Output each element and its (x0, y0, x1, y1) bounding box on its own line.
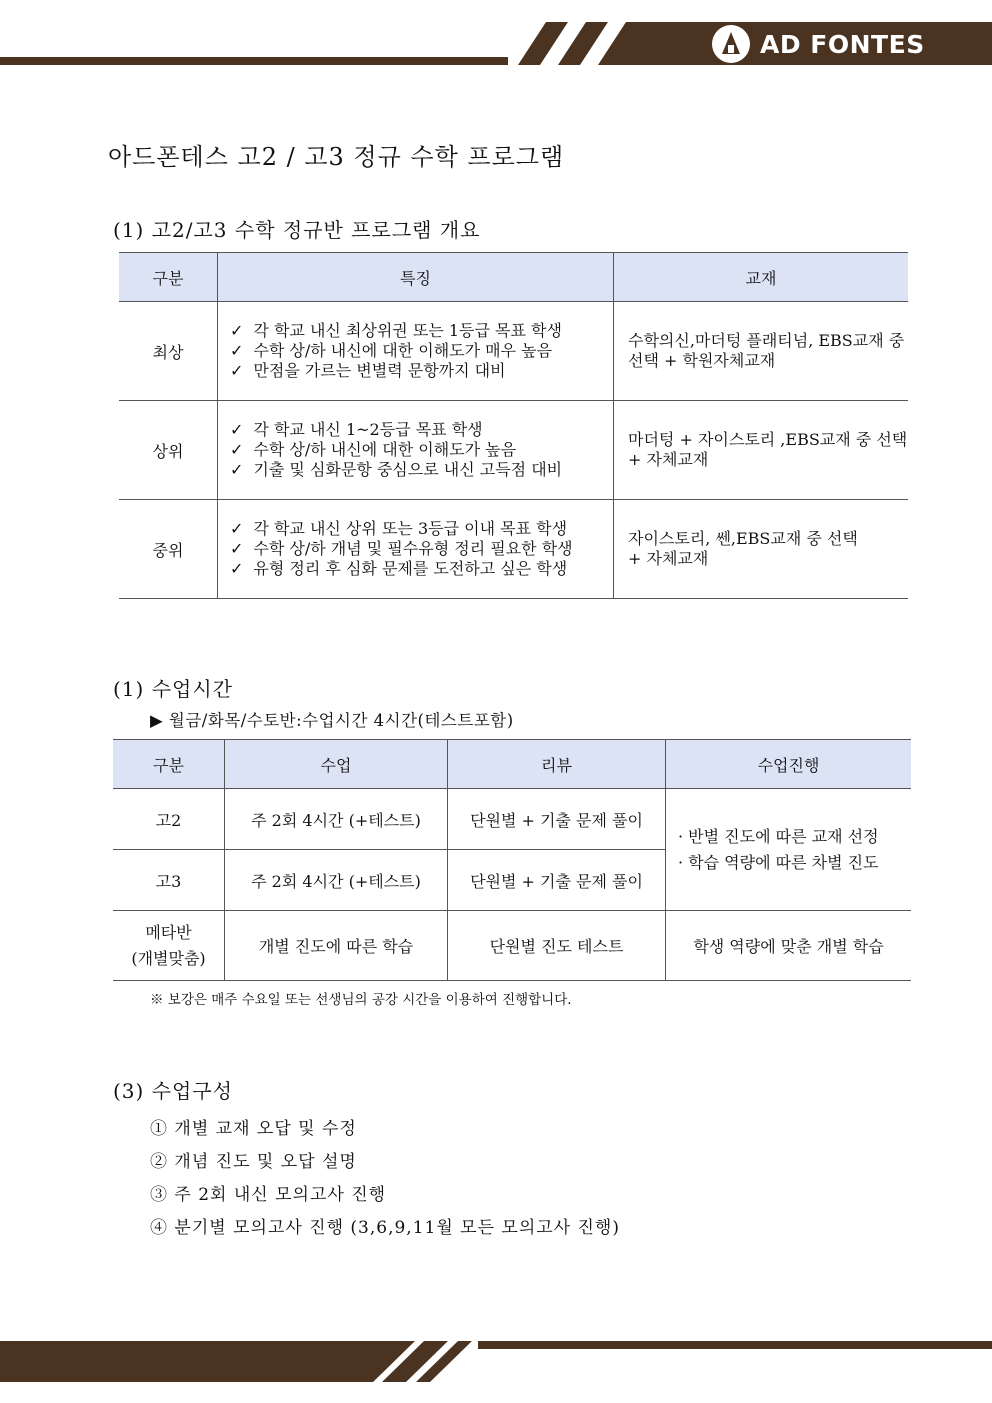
list-item: ② 개념 진도 및 오답 설명 (150, 1152, 357, 1172)
col-header: 특징 (218, 253, 614, 302)
book-line: + 자체교재 (628, 450, 709, 469)
page-title: 아드폰테스 고2 / 고3 정규 수학 프로그램 (108, 143, 565, 171)
progress-line: · 학습 역량에 따른 차별 진도 (678, 852, 879, 872)
class-cell: 주 2회 4시간 (+테스트) (225, 789, 448, 850)
table-row (119, 401, 908, 500)
col-header: 구분 (113, 740, 225, 789)
book-line: 선택 + 학원자체교재 (628, 351, 776, 370)
book-line: 마더텅 + 자이스토리 ,EBS교재 중 선택 (628, 430, 908, 449)
col-header: 리뷰 (448, 740, 666, 789)
feature-item: ✓ 유형 정리 후 심화 문제를 도전하고 싶은 학생 (230, 559, 613, 579)
brand-name: AD FONTES (760, 29, 925, 59)
logo-icon (712, 25, 750, 63)
col-header: 구분 (119, 253, 218, 302)
overview-table (119, 252, 908, 599)
review-cell: 단원별 + 기출 문제 풀이 (448, 789, 666, 850)
books-cell (614, 401, 909, 500)
class-cell: 개별 진도에 따른 학습 (225, 911, 448, 981)
books-cell (614, 500, 909, 599)
footer-band (0, 1330, 992, 1403)
grade-cell: 고3 (113, 850, 225, 911)
level-cell: 최상 (119, 302, 218, 401)
feature-item: ✓ 만점을 가르는 변별력 문항까지 대비 (230, 361, 613, 381)
book-line: 수학의신,마더텅 플래티넘, EBS교재 중 (628, 331, 905, 350)
book-line: 자이스토리, 쎈,EBS교재 중 선택 (628, 529, 858, 548)
table-header-row (113, 740, 911, 789)
col-header: 교재 (614, 253, 909, 302)
table-row (113, 789, 911, 850)
grade-cell: 고2 (113, 789, 225, 850)
table-row (119, 500, 908, 599)
review-cell: 단원별 진도 테스트 (448, 911, 666, 981)
table-row (113, 911, 911, 981)
table-row (119, 302, 908, 401)
composition-heading: (3) 수업구성 (113, 1079, 233, 1103)
overview-heading: (1) 고2/고3 수학 정규반 프로그램 개요 (113, 218, 481, 242)
feature-item: ✓ 각 학교 내신 최상위권 또는 1등급 목표 학생 (230, 321, 613, 341)
grade-line: (개별맞춤) (131, 948, 206, 968)
features-cell (218, 302, 614, 401)
col-header: 수업진행 (666, 740, 912, 789)
list-item: ③ 주 2회 내신 모의고사 진행 (150, 1185, 387, 1205)
col-header: 수업 (225, 740, 448, 789)
schedule-table (113, 739, 911, 981)
progress-cell (666, 789, 912, 911)
grade-cell (113, 911, 225, 981)
features-cell (218, 500, 614, 599)
feature-item: ✓ 수학 상/하 개념 및 필수유형 정리 필요한 학생 (230, 539, 613, 559)
features-cell (218, 401, 614, 500)
class-cell: 주 2회 4시간 (+테스트) (225, 850, 448, 911)
list-item: ① 개별 교재 오답 및 수정 (150, 1119, 357, 1139)
brand-logo (712, 22, 925, 66)
composition-list (150, 1114, 620, 1246)
makeup-note: ※ 보강은 매주 수요일 또는 선생님의 공강 시간을 이용하여 진행합니다. (150, 992, 572, 1008)
book-line: + 자체교재 (628, 549, 709, 568)
level-cell: 중위 (119, 500, 218, 599)
feature-item: ✓ 각 학교 내신 상위 또는 3등급 이내 목표 학생 (230, 519, 613, 539)
feature-item: ✓ 기출 및 심화문항 중심으로 내신 고득점 대비 (230, 460, 613, 480)
progress-line: · 반별 진도에 따른 교재 선정 (678, 826, 879, 846)
schedule-subtitle: ▶ 월금/화목/수토반:수업시간 4시간(테스트포함) (150, 711, 514, 730)
progress-cell: 학생 역량에 맞춘 개별 학습 (666, 911, 912, 981)
schedule-heading: (1) 수업시간 (113, 677, 233, 701)
table-header-row (119, 253, 908, 302)
books-cell (614, 302, 909, 401)
review-cell: 단원별 + 기출 문제 풀이 (448, 850, 666, 911)
feature-item: ✓ 수학 상/하 내신에 대한 이해도가 매우 높음 (230, 341, 613, 361)
feature-item: ✓ 각 학교 내신 1~2등급 목표 학생 (230, 420, 613, 440)
list-item: ④ 분기별 모의고사 진행 (3,6,9,11월 모든 모의고사 진행) (150, 1218, 620, 1238)
feature-item: ✓ 수학 상/하 내신에 대한 이해도가 높음 (230, 440, 613, 460)
level-cell: 상위 (119, 401, 218, 500)
grade-line: 메타반 (145, 922, 192, 942)
